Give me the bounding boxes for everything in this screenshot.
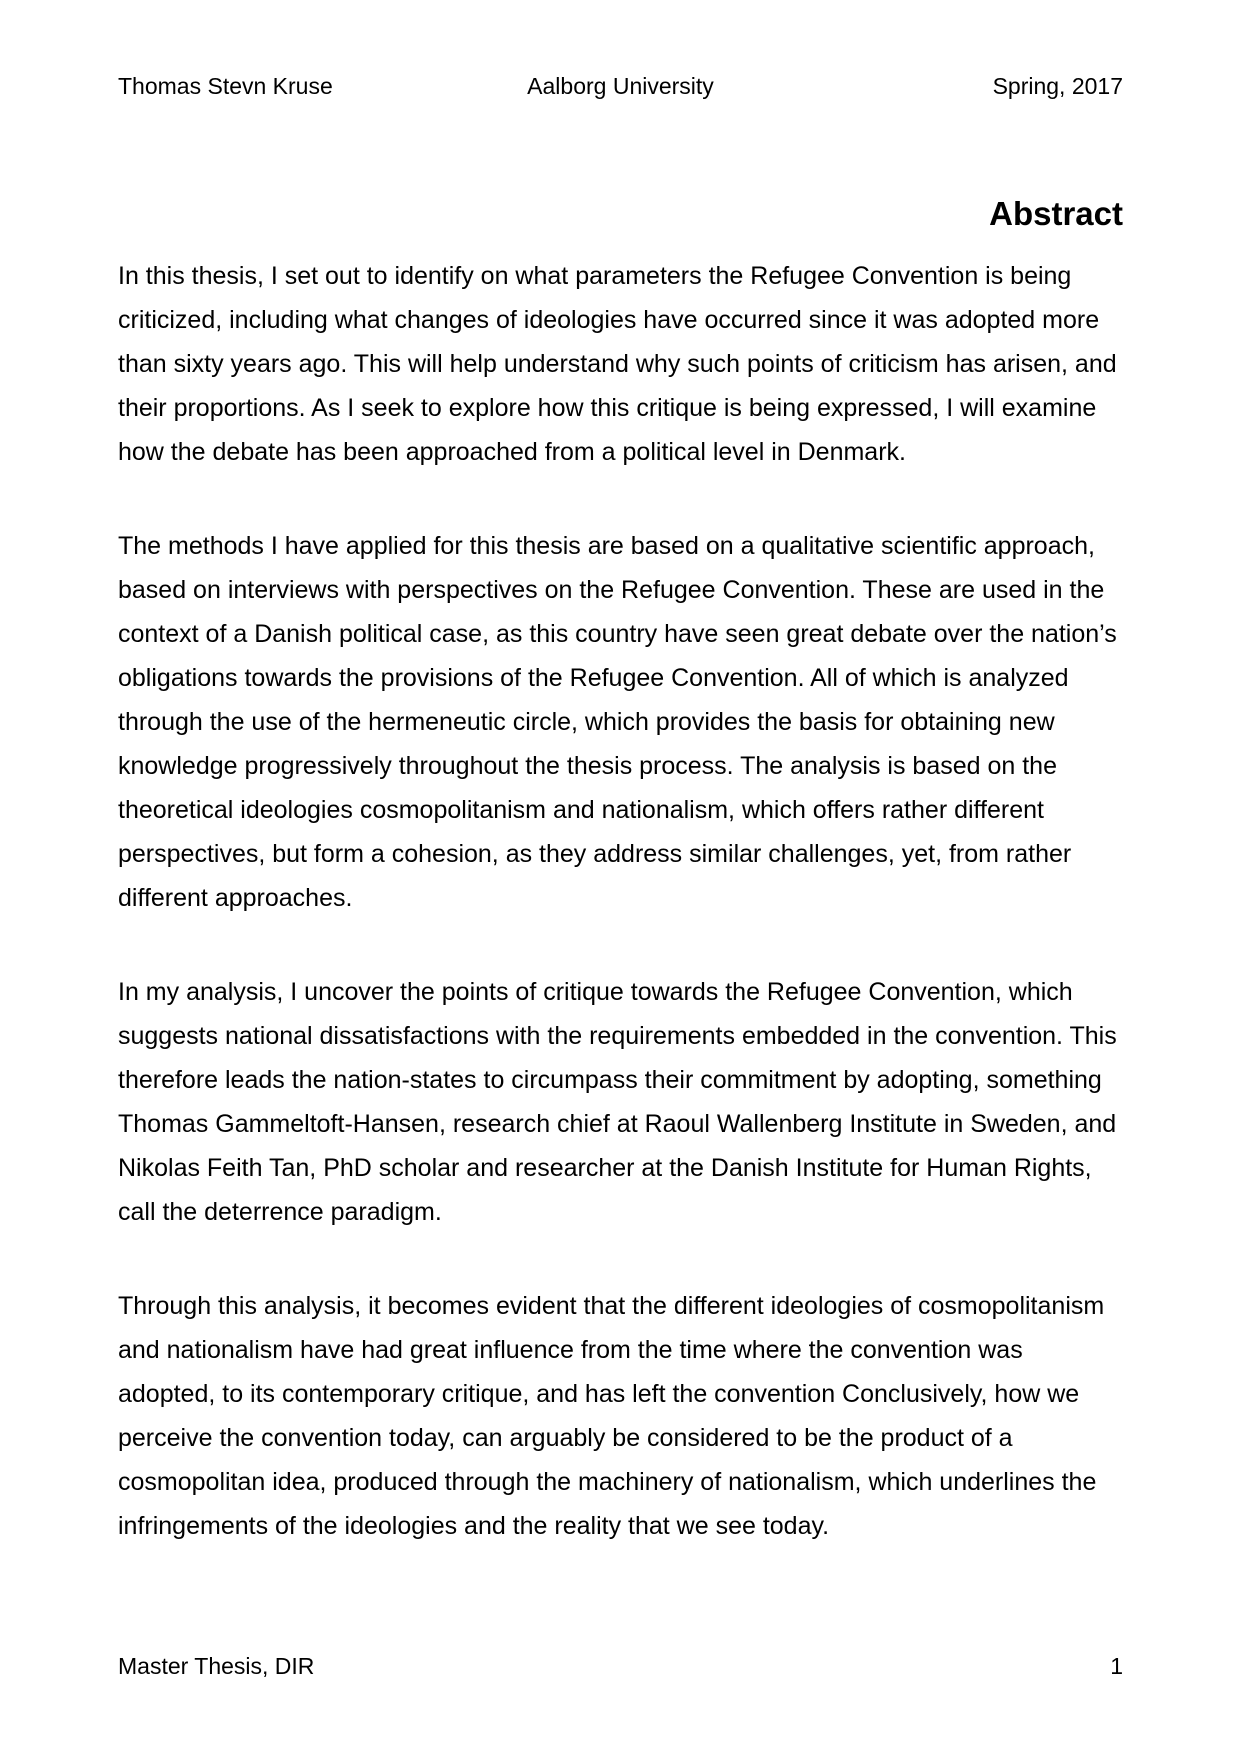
header-author: Thomas Stevn Kruse [118, 73, 333, 99]
page-header [118, 72, 1123, 100]
header-term: Spring, 2017 [992, 73, 1123, 99]
footer-label: Master Thesis, DIR [118, 1653, 315, 1679]
document-body [118, 190, 1123, 1598]
header-institution: Aalborg University [527, 73, 714, 99]
abstract-paragraph-3: In my analysis, I uncover the points of critique towards the Refugee Convention, which suggests national dissatisfactions with the requirements embedded in the convention. This therefore leads the nation-states to circumpass their commitment by adopting, something Thomas Gammeltoft-Hansen, research chief at Raoul Wallenberg Institute in Sweden, and Nikolas Feith Tan, PhD scholar and researcher at the Danish Institute for Human Rights, call the deterrence paradigm. [118, 978, 1117, 1226]
page-footer [118, 1652, 1123, 1680]
page-title: Abstract [989, 195, 1123, 232]
page-number: 1 [1110, 1653, 1123, 1679]
abstract-paragraph-2: The methods I have applied for this thesis are based on a qualitative scientific approach, based on interviews with perspectives on the Refugee Convention. These are used in the context of a Danish political case, as this country have seen great debate over the nation’s obligations towards the provisions of the Refugee Convention. All of which is analyzed through the use of the hermeneutic circle, which provides the basis for obtaining new knowledge progressively throughout the thesis process. The analysis is based on the theoretical ideologies cosmopolitanism and nationalism, which offers rather different perspectives, but form a cohesion, as they address similar challenges, yet, from rather different approaches. [118, 532, 1117, 912]
abstract-paragraph-1: In this thesis, I set out to identify on what parameters the Refugee Convention is being criticized, including what changes of ideologies have occurred since it was adopted more than sixty years ago. This will help understand why such points of criticism has arisen, and their proportions. As I seek to explore how this critique is being expressed, I will examine how the debate has been approached from a political level in Denmark. [118, 262, 1117, 466]
abstract-paragraph-4: Through this analysis, it becomes evident that the different ideologies of cosmopolitanism and nationalism have had great influence from the time where the convention was adopted, to its contemporary critique, and has left the convention Conclusively, how we perceive the convention today, can arguably be considered to be the product of a cosmopolitan idea, produced through the machinery of nationalism, which underlines the infringements of the ideologies and the reality that we see today. [118, 1292, 1105, 1540]
